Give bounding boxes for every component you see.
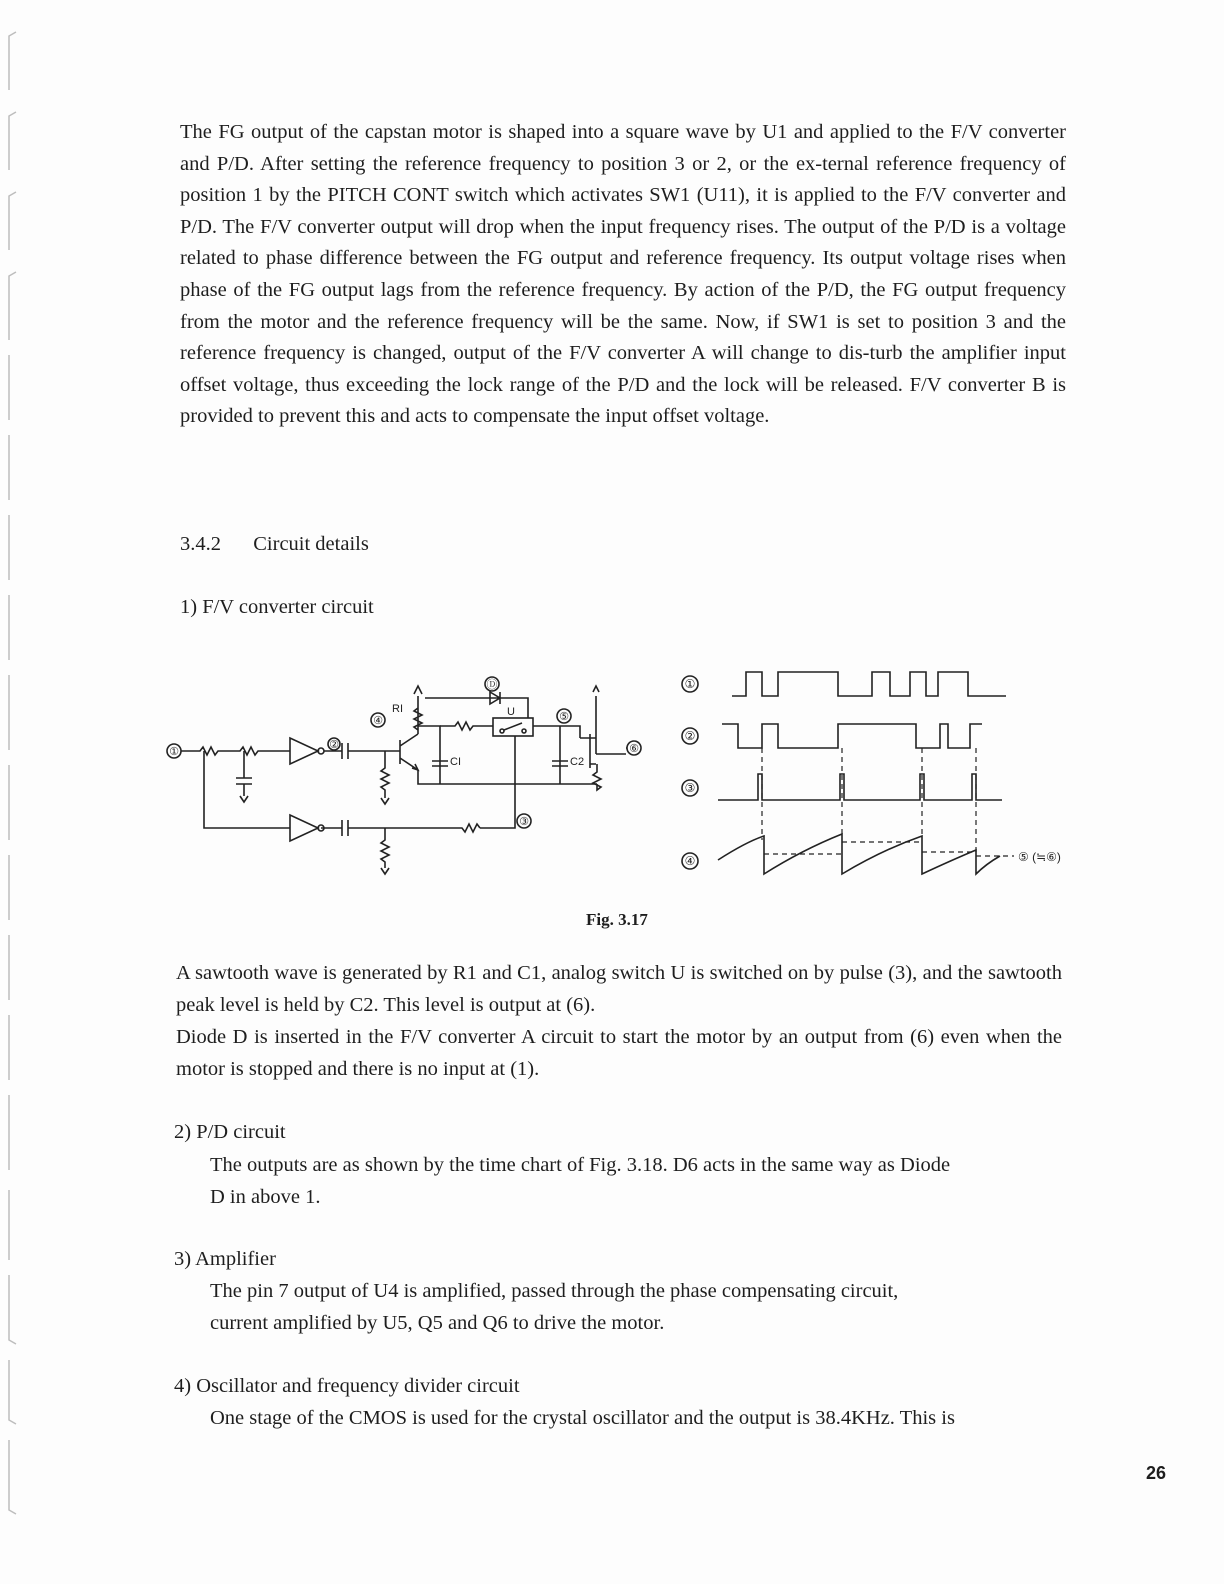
c1-label: CI (450, 756, 461, 768)
item3-heading: 3) Amplifier (174, 1248, 276, 1270)
timing-chart (676, 664, 1096, 889)
timing-row4-label: ④ (684, 854, 696, 868)
item2-line-1: The outputs are as shown by the time chart of Fig. 3.18. D6 acts in the same way as Diode (210, 1154, 951, 1176)
item2-heading: 2) P/D circuit (174, 1121, 286, 1143)
inverter-1 (290, 738, 318, 764)
item1-heading: 1) F/V converter circuit (180, 596, 374, 618)
timing-row1-label: ① (684, 677, 696, 691)
section-title: Circuit details (253, 533, 369, 555)
node6-label: ⑥ (629, 743, 639, 755)
section-heading (180, 532, 369, 556)
item3-line-2: current amplified by U5, Q5 and Q6 to drive the motor. (210, 1312, 665, 1334)
timing-row2-label: ② (684, 729, 696, 743)
diode-label: Ⓓ (486, 679, 498, 691)
item3-line-1: The pin 7 output of U4 is amplified, passed through the phase compensating circuit, (210, 1280, 899, 1302)
section-number: 3.4.2 (180, 533, 221, 555)
r1-label: RI (392, 703, 403, 715)
fv-converter-schematic (160, 668, 660, 883)
node3-label: ③ (519, 816, 529, 828)
page-number: 26 (1146, 1463, 1167, 1483)
item4-heading: 4) Oscillator and frequency divider circuit (174, 1375, 520, 1397)
node2-label: ② (329, 739, 339, 751)
node5-label: ⑤ (559, 711, 569, 723)
binder-edge (4, 20, 18, 1520)
c2-label: C2 (570, 756, 585, 768)
intro-paragraph: The FG output of the capstan motor is shaped into a square wave by U1 and applied to the F/V converter and P/D. After setting the reference frequency to position 3 or 2, or the ex-ternal reference frequency of position 1 by the PITCH CONT switch which activates SW1 (U11), it is applied to the F/V converter and P/D. The F/V converter output will drop when the input frequency rises. The output of the P/D is a voltage related to phase difference between the FG output and reference frequency. Its output voltage rises when phase of the FG output lags from the reference frequency. By action of the P/D, the FG output frequency from the motor and the reference frequency will be the same. Now, if SW1 is set to position 3 and the reference frequency is changed, output of the F/V converter A will change to dis-turb the amplifier input offset voltage, thus exceeding the lock range of the P/D and the lock will be released. F/V converter B is provided to prevent this and acts to compensate the input offset voltage. (180, 121, 1066, 428)
item1-paragraph-2: Diode D is inserted in the F/V converter A circuit to start the motor by an output from (6) even when the motor is stopped and there is no input at (1). (176, 1026, 1062, 1080)
switch-label: U (507, 706, 515, 718)
item2-line-2: D in above 1. (210, 1186, 321, 1208)
item4-line-1: One stage of the CMOS is used for the crystal oscillator and the output is 38.4KHz. This is (210, 1407, 955, 1429)
node4-label: ④ (373, 715, 383, 727)
timing-row3-label: ③ (684, 781, 696, 795)
node1-label: ① (169, 746, 179, 758)
waveform-2 (722, 724, 982, 748)
hold-level-label: ⑤ (≒⑥) (1018, 850, 1061, 864)
waveform-4 (718, 834, 1000, 874)
item1-paragraph-1: A sawtooth wave is generated by R1 and C1, analog switch U is switched on by pulse (3), and the sawtooth peak level is held by C2. This level is output at (6). (176, 962, 1062, 1016)
waveform-1 (732, 672, 1006, 696)
waveform-3 (718, 774, 1002, 800)
figure-caption: Fig. 3.17 (586, 910, 648, 929)
